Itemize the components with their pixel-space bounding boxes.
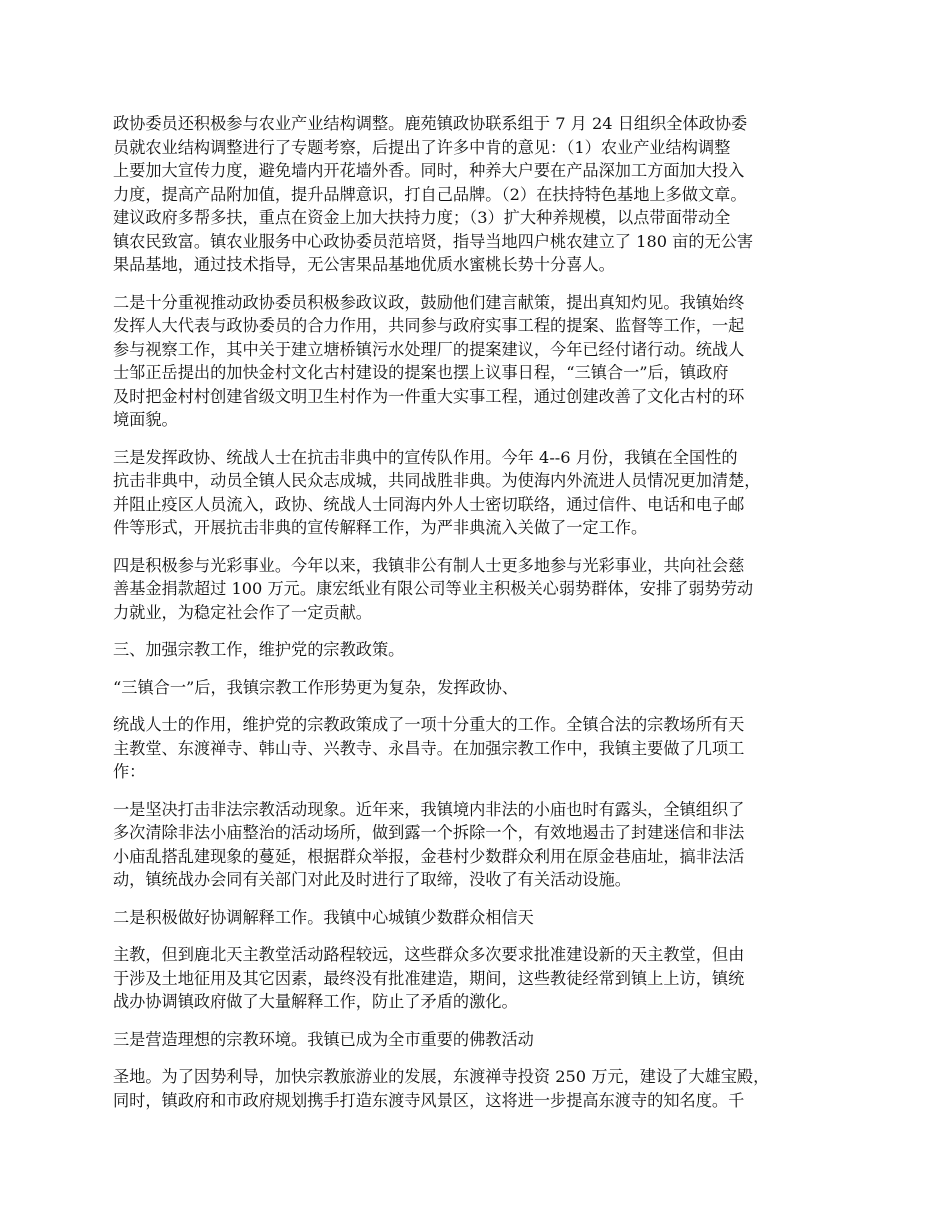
text-line: 二是十分重视推动政协委员积极参政议政，鼓励他们建言献策，提出真知灼见。我镇始终 xyxy=(113,292,745,312)
text-line: 四是积极参与光彩事业。今年以来，我镇非公有制人士更多地参与光彩事业，共向社会慈 xyxy=(113,555,745,575)
paragraph-1 xyxy=(113,112,839,277)
text-line: 统战人士的作用，维护党的宗教政策成了一项十分重大的工作。全镇合法的宗教场所有天 xyxy=(113,715,745,734)
paragraph-2 xyxy=(113,291,839,432)
paragraph-7 xyxy=(113,713,839,784)
text-line: 战办协调镇政府做了大量解释工作，防止了矛盾的激化。 xyxy=(113,992,518,1011)
text-line: 镇农民致富。镇农业服务中心政协委员范培贤，指导当地四户桃农建立了 180 亩的无公害 xyxy=(113,231,754,251)
text-line: 二是积极做好协调解释工作。我镇中心城镇少数群众相信天 xyxy=(113,907,534,927)
text-line: 多次清除非法小庙整治的活动场所，做到露一个拆除一个，有效地遏击了封建迷信和非法 xyxy=(113,823,745,842)
text-line: 动，镇统战办会同有关部门对此及时进行了取缔，没收了有关活动设施。 xyxy=(113,870,631,889)
paragraph-4 xyxy=(113,554,839,625)
paragraph-11 xyxy=(113,1028,839,1052)
text-line: 抗击非典中，动员全镇人民众志成城，共同战胜非典。为使海内外流进人员情况更加清楚， xyxy=(113,471,761,490)
text-line: 发挥人大代表与政协委员的合力作用，共同参与政府实事工程的提案、监督等工作，一起 xyxy=(113,316,745,335)
paragraph-3 xyxy=(113,446,839,540)
text-line: 政协委员还积极参与农业产业结构调整。鹿苑镇政协联系组于 7 月 24 日组织全体政协委 xyxy=(113,114,748,133)
text-line: 于涉及土地征用及其它因素，最终没有批准建造，期间，这些教徒经常到镇上上访，镇统 xyxy=(113,968,745,988)
text-line: 主教，但到鹿北天主教堂活动路程较远，这些群众多次要求批准建设新的天主教堂，但由 xyxy=(113,945,745,964)
text-line: 作： xyxy=(113,762,146,781)
text-line: 同时，镇政府和市政府规划携手打造东渡寺风景区，这将进一步提高东渡寺的知名度。千 xyxy=(113,1090,745,1110)
text-line: 并阻止疫区人员流入，政协、统战人士同海内外人士密切联络，通过信件、电话和电子邮 xyxy=(113,494,745,514)
text-line: 一是坚决打击非法宗教活动现象。近年来，我镇境内非法的小庙也时有露头，全镇组织了 xyxy=(113,799,745,819)
text-line: 件等形式，开展抗击非典的宣传解释工作，为严非典流入关做了一定工作。 xyxy=(113,518,648,537)
text-line: 参与视察工作，其中关于建立塘桥镇污水处理厂的提案建议，今年已经付诸行动。统战人 xyxy=(113,339,745,359)
text-line: 善基金捐款超过 100 万元。康宏纸业有限公司等业主积极关心弱势群体，安排了弱势劳动 xyxy=(113,579,754,598)
text-line: “三镇合一”后，我镇宗教工作形势更为复杂，发挥政协、 xyxy=(113,677,519,697)
paragraph-9 xyxy=(113,906,839,930)
text-line: 境面貌。 xyxy=(113,410,178,429)
section-heading xyxy=(113,638,839,662)
text-line: 三是发挥政协、统战人士在抗击非典中的宣传队作用。今年 4--6 月份，我镇在全国性的 xyxy=(113,447,738,467)
text-line: 主教堂、东渡禅寺、韩山寺、兴教寺、永昌寺。在加强宗教工作中，我镇主要做了几项工 xyxy=(113,738,745,758)
text-line: 小庙乱搭乱建现象的蔓延，根据群众举报，金巷村少数群众利用在原金巷庙址，搞非法活 xyxy=(113,846,745,866)
text-line: 员就农业结构调整进行了专题考察，后提出了许多中肯的意见：（1）农业产业结构调整 xyxy=(113,137,731,157)
text-line: 上要加大宣传力度，避免墙内开花墙外香。同时，种养大户要在产品深加工方面加大投入 xyxy=(113,161,745,180)
text-line: 力度，提高产品附加值，提升品牌意识，打自己品牌。（2）在扶持特色基地上多做文章。 xyxy=(113,184,747,204)
text-line: 果品基地，通过技术指导，无公害果品基地优质水蜜桃长势十分喜人。 xyxy=(113,255,615,274)
document-page xyxy=(113,112,839,1126)
paragraph-8 xyxy=(113,798,839,892)
text-line: 三是营造理想的宗教环境。我镇已成为全市重要的佛教活动 xyxy=(113,1029,534,1049)
paragraph-6 xyxy=(113,676,839,700)
text-line: 及时把金村村创建省级文明卫生村作为一件重大实事工程，通过创建改善了文化古村的环 xyxy=(113,386,745,406)
paragraph-12 xyxy=(113,1065,839,1112)
text-line: 建议政府多帮多扶，重点在资金上加大扶持力度；（3）扩大种养规模，以点带面带动全 xyxy=(113,208,731,227)
paragraph-10 xyxy=(113,943,839,1014)
text-line: 三、加强宗教工作，维护党的宗教政策。 xyxy=(113,640,405,659)
text-line: 士邹正岳提出的加快金村文化古村建设的提案也摆上议事日程，“三镇合一”后，镇政府 xyxy=(113,363,729,382)
text-line: 力就业，为稳定社会作了一定贡献。 xyxy=(113,602,372,622)
text-line: 圣地。为了因势利导，加快宗教旅游业的发展，东渡禅寺投资 250 万元，建设了大雄宝殿， xyxy=(113,1067,770,1086)
